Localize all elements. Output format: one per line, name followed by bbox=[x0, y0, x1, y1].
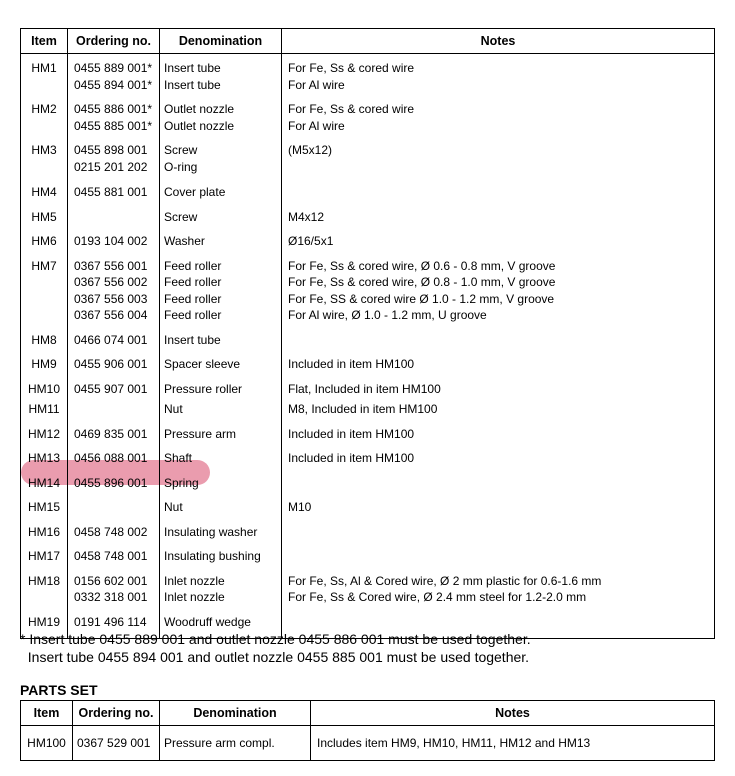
parts-header-item: Item bbox=[21, 701, 73, 726]
cell-ordering bbox=[68, 491, 160, 516]
cell-denomination bbox=[160, 93, 282, 134]
cell-ordering-line: 0367 556 003 bbox=[74, 291, 148, 306]
cell-notes bbox=[282, 93, 715, 134]
cell-denomination bbox=[160, 418, 282, 443]
cell-ordering-line: 0458 748 001 bbox=[74, 549, 148, 563]
cell-item-line: HM7 bbox=[31, 258, 57, 273]
table-row bbox=[21, 134, 715, 175]
cell-denomination bbox=[160, 348, 282, 373]
cell-notes bbox=[282, 250, 715, 324]
cell-notes bbox=[282, 134, 715, 175]
table-row bbox=[21, 348, 715, 373]
cell-item bbox=[21, 250, 68, 324]
cell-ordering bbox=[68, 93, 160, 134]
table-row bbox=[21, 516, 715, 541]
cell-denomination-line: Feed roller bbox=[164, 291, 222, 306]
cell-notes-line: For Fe, Ss & cored wire, Ø 0.8 - 1.0 mm, V groove bbox=[288, 275, 556, 289]
table-row bbox=[21, 250, 715, 324]
cell-denomination bbox=[160, 175, 282, 201]
cell-item bbox=[21, 516, 68, 541]
cell-ordering bbox=[68, 324, 160, 349]
cell-denomination bbox=[160, 565, 282, 606]
cell-denomination-line: Insulating bushing bbox=[164, 549, 261, 563]
cell-item bbox=[21, 397, 68, 418]
table-row bbox=[21, 467, 715, 492]
cell-ordering-line: 0466 074 001 bbox=[74, 332, 148, 347]
cell-item-line: HM19 bbox=[27, 614, 60, 629]
cell-denomination bbox=[160, 201, 282, 226]
cell-denomination-line: Nut bbox=[164, 402, 183, 416]
cell-denomination-line: Feed roller bbox=[164, 308, 222, 322]
cell-notes bbox=[282, 516, 715, 541]
parts-set-title: PARTS SET bbox=[20, 682, 98, 698]
cell-item bbox=[21, 54, 68, 94]
cell-notes bbox=[282, 225, 715, 250]
table-row bbox=[21, 491, 715, 516]
cell-denomination: Pressure arm compl. bbox=[160, 726, 311, 761]
parts-list-table bbox=[20, 28, 715, 639]
cell-ordering-line: 0367 556 002 bbox=[74, 275, 148, 289]
cell-ordering-line: 0455 898 001 bbox=[74, 143, 148, 157]
cell-item bbox=[21, 467, 68, 492]
cell-notes-line: For Al wire, Ø 1.0 - 1.2 mm, U groove bbox=[288, 308, 487, 322]
cell-denomination bbox=[160, 324, 282, 349]
cell-ordering bbox=[68, 442, 160, 467]
cell-item bbox=[21, 324, 68, 349]
cell-item-line: HM2 bbox=[31, 102, 57, 116]
table-row bbox=[21, 540, 715, 565]
cell-item-line: HM4 bbox=[31, 185, 57, 199]
cell-notes-line: Included in item HM100 bbox=[288, 426, 415, 441]
header-notes: Notes bbox=[282, 29, 715, 54]
table-row bbox=[21, 175, 715, 201]
table-row bbox=[21, 442, 715, 467]
cell-item bbox=[21, 442, 68, 467]
cell-item-line: HM16 bbox=[27, 524, 60, 539]
cell-notes bbox=[282, 442, 715, 467]
cell-notes bbox=[282, 491, 715, 516]
cell-item-line: HM1 bbox=[31, 61, 57, 75]
cell-item bbox=[21, 175, 68, 201]
cell-denomination-line: Insert tube bbox=[164, 61, 221, 75]
cell-ordering bbox=[68, 54, 160, 94]
cell-notes-line: M10 bbox=[288, 500, 312, 514]
table-row bbox=[21, 225, 715, 250]
cell-ordering-line: 0455 896 001 bbox=[74, 475, 148, 490]
cell-ordering-line: 0455 885 001* bbox=[74, 118, 153, 133]
header-item: Item bbox=[21, 29, 68, 54]
cell-denomination bbox=[160, 250, 282, 324]
cell-denomination bbox=[160, 134, 282, 175]
header-denomination: Denomination bbox=[160, 29, 282, 54]
cell-ordering bbox=[68, 175, 160, 201]
cell-notes-line: Included in item HM100 bbox=[288, 451, 415, 465]
table-row bbox=[21, 726, 715, 761]
cell-ordering-line: 0469 835 001 bbox=[74, 426, 148, 441]
cell-notes-line: For Fe, Ss & cored wire bbox=[288, 102, 415, 116]
cell-ordering bbox=[68, 418, 160, 443]
cell-notes bbox=[282, 201, 715, 226]
cell-ordering-line: 0193 104 002 bbox=[74, 234, 148, 248]
table-row bbox=[21, 418, 715, 443]
cell-ordering-line: 0455 894 001* bbox=[74, 77, 153, 92]
cell-item-line: HM6 bbox=[31, 234, 57, 248]
cell-notes-line: For Al wire bbox=[288, 118, 345, 133]
cell-denomination-line: Washer bbox=[164, 234, 205, 248]
cell-ordering-line: 0455 881 001 bbox=[74, 185, 148, 199]
cell-denomination bbox=[160, 491, 282, 516]
cell-item-line: HM17 bbox=[27, 549, 60, 563]
table-row bbox=[21, 373, 715, 398]
cell-ordering bbox=[68, 225, 160, 250]
table-header-row bbox=[21, 29, 715, 54]
cell-notes-line: Flat, Included in item HM100 bbox=[288, 381, 441, 396]
cell-denomination bbox=[160, 225, 282, 250]
cell-notes-line: For Fe, Ss, Al & Cored wire, Ø 2 mm plastic for 0.6-1.6 mm bbox=[288, 573, 602, 588]
cell-notes-line: M4x12 bbox=[288, 209, 325, 224]
cell-denomination-line: Screw bbox=[164, 143, 198, 157]
cell-item-line: HM3 bbox=[31, 143, 57, 157]
cell-denomination-line: Insulating washer bbox=[164, 524, 258, 539]
cell-ordering-line: 0455 906 001 bbox=[74, 357, 148, 371]
cell-ordering-line: 0215 201 202 bbox=[74, 159, 148, 174]
table-row bbox=[21, 324, 715, 349]
cell-denomination bbox=[160, 467, 282, 492]
cell-ordering-line: 0455 886 001* bbox=[74, 102, 153, 116]
cell-item-line: HM13 bbox=[27, 451, 60, 465]
cell-notes-line: For Fe, Ss & Cored wire, Ø 2.4 mm steel for 1.2-2.0 mm bbox=[288, 590, 587, 604]
parts-set-table bbox=[20, 700, 715, 761]
table-row bbox=[21, 565, 715, 606]
cell-notes bbox=[282, 175, 715, 201]
cell-item bbox=[21, 348, 68, 373]
cell-item bbox=[21, 134, 68, 175]
cell-ordering: 0367 529 001 bbox=[73, 726, 160, 761]
cell-item-line: HM15 bbox=[27, 500, 60, 514]
cell-denomination bbox=[160, 373, 282, 398]
footnote-line-1: * Insert tube 0455 889 001 and outlet nozzle 0455 886 001 must be used together. bbox=[20, 631, 531, 647]
cell-ordering bbox=[68, 565, 160, 606]
cell-item-line: HM10 bbox=[27, 381, 60, 396]
parts-header-ordering: Ordering no. bbox=[73, 701, 160, 726]
cell-denomination-line: O-ring bbox=[164, 159, 198, 174]
cell-denomination bbox=[160, 516, 282, 541]
cell-denomination bbox=[160, 54, 282, 94]
cell-denomination-line: Outlet nozzle bbox=[164, 102, 235, 116]
cell-ordering bbox=[68, 201, 160, 226]
cell-ordering bbox=[68, 348, 160, 373]
parts-set-header-row bbox=[21, 701, 715, 726]
cell-notes bbox=[282, 348, 715, 373]
cell-notes-line: Included in item HM100 bbox=[288, 357, 415, 371]
cell-denomination bbox=[160, 540, 282, 565]
cell-ordering bbox=[68, 250, 160, 324]
cell-item-line: HM5 bbox=[31, 209, 57, 224]
cell-notes bbox=[282, 565, 715, 606]
cell-notes: Includes item HM9, HM10, HM11, HM12 and HM13 bbox=[311, 726, 715, 761]
cell-denomination-line: Cover plate bbox=[164, 185, 226, 199]
parts-header-notes: Notes bbox=[311, 701, 715, 726]
cell-notes-line: (M5x12) bbox=[288, 143, 333, 157]
cell-ordering-line: 0332 318 001 bbox=[74, 590, 148, 604]
cell-denomination-line: Pressure arm bbox=[164, 426, 237, 441]
cell-item bbox=[21, 93, 68, 134]
cell-ordering bbox=[68, 134, 160, 175]
cell-ordering-line: 0456 088 001 bbox=[74, 451, 148, 465]
cell-item bbox=[21, 373, 68, 398]
cell-ordering-line: 0367 556 004 bbox=[74, 308, 148, 322]
cell-ordering-line: 0156 602 001 bbox=[74, 573, 148, 588]
footnote bbox=[20, 630, 531, 666]
cell-notes bbox=[282, 373, 715, 398]
cell-ordering-line: 0458 748 002 bbox=[74, 524, 148, 539]
cell-ordering bbox=[68, 373, 160, 398]
cell-notes bbox=[282, 467, 715, 492]
cell-item-line: HM8 bbox=[31, 332, 57, 347]
cell-ordering bbox=[68, 540, 160, 565]
table-row bbox=[21, 93, 715, 134]
cell-notes-line: M8, Included in item HM100 bbox=[288, 402, 438, 416]
cell-notes-line: For Fe, Ss & cored wire, Ø 0.6 - 0.8 mm, V groove bbox=[288, 258, 556, 273]
cell-denomination-line: Pressure roller bbox=[164, 381, 243, 396]
cell-denomination-line: Spring bbox=[164, 475, 199, 490]
cell-denomination bbox=[160, 397, 282, 418]
cell-item bbox=[21, 540, 68, 565]
cell-notes bbox=[282, 540, 715, 565]
table-row bbox=[21, 201, 715, 226]
cell-item-line: HM9 bbox=[31, 357, 57, 371]
cell-item bbox=[21, 418, 68, 443]
cell-denomination-line: Woodruff wedge bbox=[164, 614, 251, 629]
cell-item bbox=[21, 491, 68, 516]
cell-denomination-line: Nut bbox=[164, 500, 183, 514]
cell-ordering-line: 0455 889 001* bbox=[74, 61, 153, 75]
table-row bbox=[21, 54, 715, 94]
cell-ordering bbox=[68, 467, 160, 492]
cell-item-line: HM12 bbox=[27, 426, 60, 441]
cell-denomination bbox=[160, 442, 282, 467]
cell-notes bbox=[282, 418, 715, 443]
cell-ordering-line: 0455 907 001 bbox=[74, 381, 148, 396]
cell-notes bbox=[282, 54, 715, 94]
cell-notes-line: For Fe, SS & cored wire Ø 1.0 - 1.2 mm, V groove bbox=[288, 291, 555, 306]
cell-ordering bbox=[68, 516, 160, 541]
cell-item-line: HM11 bbox=[28, 402, 60, 416]
cell-denomination-line: Screw bbox=[164, 209, 198, 224]
cell-notes-line: For Al wire bbox=[288, 77, 345, 92]
cell-item bbox=[21, 225, 68, 250]
cell-item bbox=[21, 201, 68, 226]
cell-item-line: HM18 bbox=[27, 573, 60, 588]
cell-denomination-line: Outlet nozzle bbox=[164, 118, 235, 133]
table-row bbox=[21, 397, 715, 418]
cell-ordering-line: 0191 496 114 bbox=[74, 614, 147, 629]
cell-denomination-line: Spacer sleeve bbox=[164, 357, 241, 371]
cell-denomination-line: Feed roller bbox=[164, 258, 222, 273]
footnote-line-2: Insert tube 0455 894 001 and outlet nozzle 0455 885 001 must be used together. bbox=[20, 649, 530, 665]
cell-denomination-line: Insert tube bbox=[164, 77, 221, 92]
cell-notes bbox=[282, 397, 715, 418]
header-ordering: Ordering no. bbox=[68, 29, 160, 54]
cell-denomination-line: Inlet nozzle bbox=[164, 573, 225, 588]
cell-denomination-line: Shaft bbox=[164, 451, 193, 465]
cell-ordering-line: 0367 556 001 bbox=[74, 258, 148, 273]
cell-notes-line: For Fe, Ss & cored wire bbox=[288, 61, 415, 75]
cell-denomination-line: Inlet nozzle bbox=[164, 590, 225, 604]
cell-item: HM100 bbox=[21, 726, 73, 761]
cell-item-line: HM14 bbox=[27, 475, 60, 490]
cell-item bbox=[21, 565, 68, 606]
cell-denomination-line: Insert tube bbox=[164, 332, 221, 347]
cell-denomination-line: Feed roller bbox=[164, 275, 222, 289]
parts-header-denomination: Denomination bbox=[160, 701, 311, 726]
cell-notes-line: Ø16/5x1 bbox=[288, 234, 334, 248]
cell-ordering bbox=[68, 397, 160, 418]
cell-notes bbox=[282, 324, 715, 349]
